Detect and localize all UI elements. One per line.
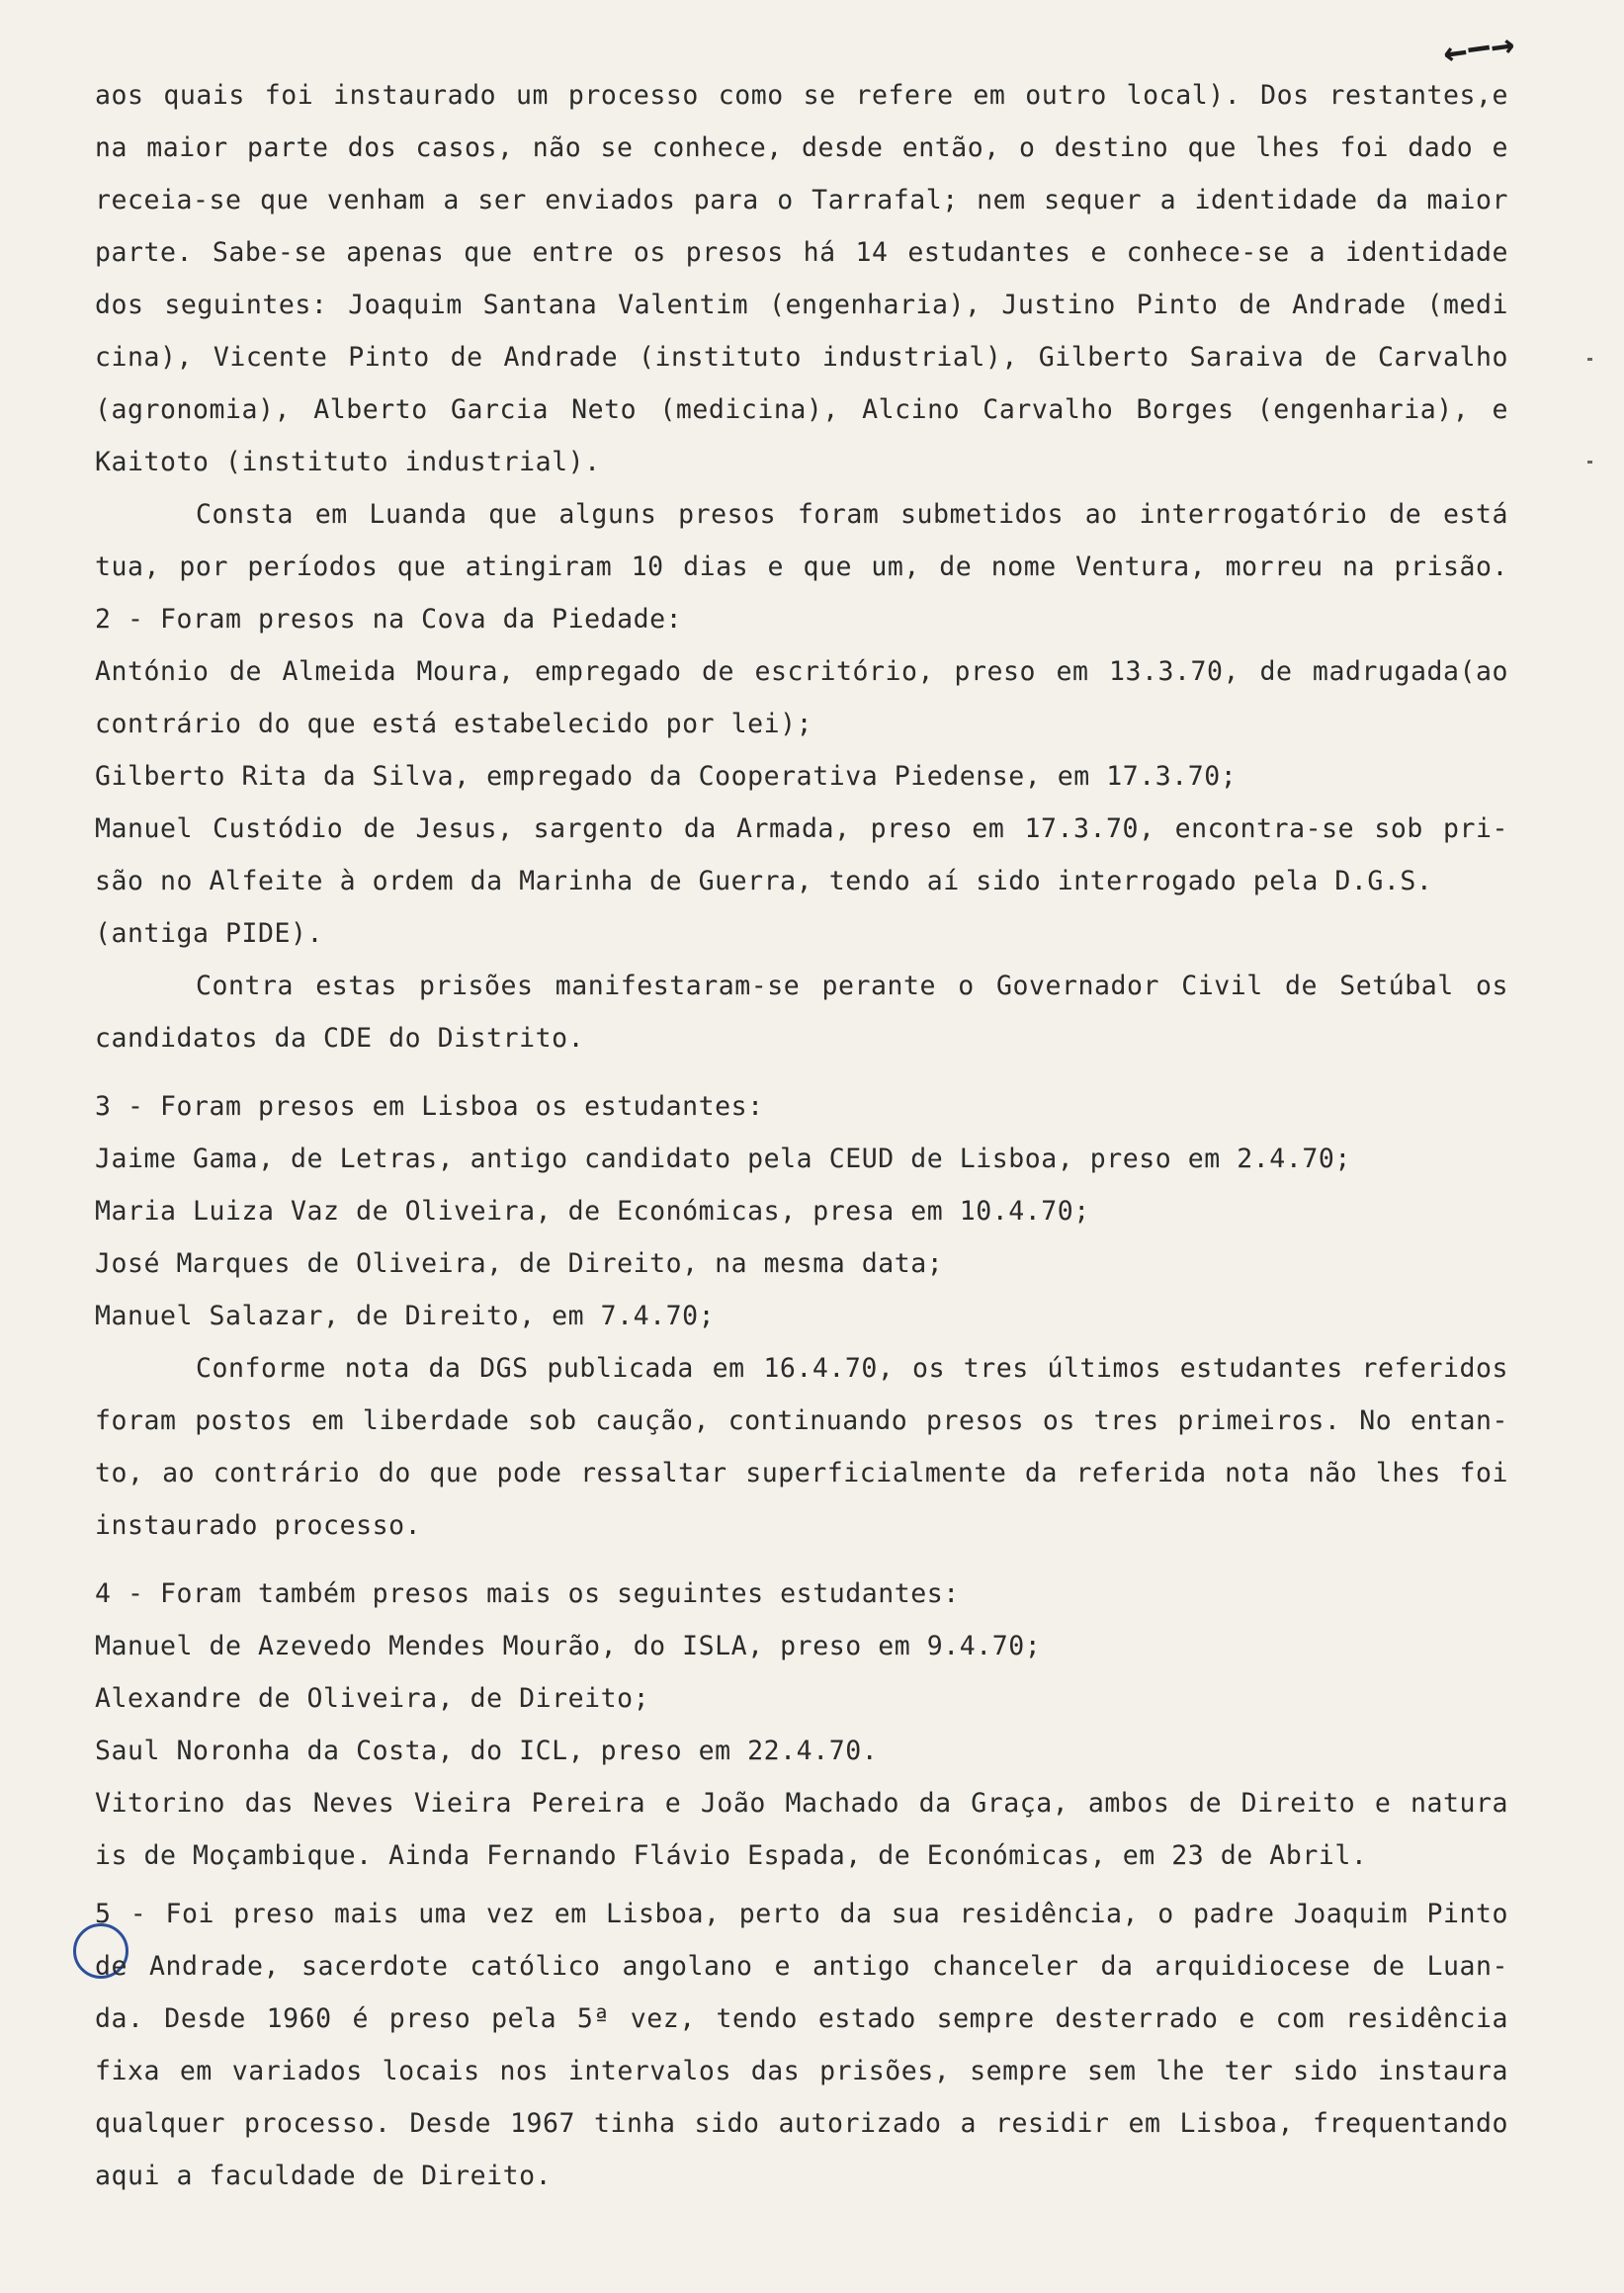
text-line xyxy=(95,1888,1508,1940)
text-line: receia-se que venham a ser enviados para o Tarrafal; nem sequer a identidade da maior xyxy=(95,185,1508,215)
text-line: Manuel Custódio de Jesus, sargento da Armada, preso em 17.3.70, encontra-se sob pri- xyxy=(95,813,1508,844)
text-line: candidatos da CDE do Distrito. xyxy=(95,1023,585,1054)
text-line: fixa em variados locais nos intervalos das prisões, sempre sem lhe ter sido instaura xyxy=(95,2056,1508,2086)
section-heading: 3 - Foram presos em Lisboa os estudantes: xyxy=(95,1091,764,1122)
text-line: tua, por períodos que atingiram 10 dias e que um, de nome Ventura, morreu na prisão. xyxy=(95,552,1508,582)
text-line: dos seguintes: Joaquim Santana Valentim (engenharia), Justino Pinto de Andrade (medi xyxy=(95,290,1508,320)
text-line: Jaime Gama, de Letras, antigo candidato pela CEUD de Lisboa, preso em 2.4.70; xyxy=(95,1144,1351,1174)
text-line: (antiga PIDE). xyxy=(95,918,324,949)
text-line: aqui a faculdade de Direito. xyxy=(95,2161,553,2191)
section-4 xyxy=(95,1568,1508,1882)
section-2 xyxy=(95,593,1508,1064)
text-line: José Marques de Oliveira, de Direito, na mesma data; xyxy=(95,1248,944,1279)
text-line: instaurado processo. xyxy=(95,1510,422,1541)
text-line: na maior parte dos casos, não se conhece, desde então, o destino que lhes foi dado e xyxy=(95,132,1508,163)
text-line: foram postos em liberdade sob caução, continuando presos os tres primeiros. No entan- xyxy=(95,1405,1508,1436)
document-body xyxy=(95,69,1508,2202)
text-line: Manuel Salazar, de Direito, em 7.4.70; xyxy=(95,1301,716,1331)
text-line: Vitorino das Neves Vieira Pereira e João Machado da Graça, ambos de Direito e natura xyxy=(95,1788,1508,1819)
text-line: qualquer processo. Desde 1967 tinha sido autorizado a residir em Lisboa, frequentando xyxy=(95,2108,1508,2139)
section-1-tail xyxy=(95,69,1508,488)
text-line: Manuel de Azevedo Mendes Mourão, do ISLA, preso em 9.4.70; xyxy=(95,1631,1042,1661)
section-number: 5 xyxy=(95,1899,112,1929)
text-line: contrário do que está estabelecido por lei); xyxy=(95,709,813,739)
text-line: Consta em Luanda que alguns presos foram submetidos ao interrogatório de está xyxy=(196,499,1508,530)
corner-handwritten-mark: ←−→ xyxy=(1440,21,1518,76)
text-line: de Andrade, sacerdote católico angolano e antigo chanceler da arquidiocese de Luan- xyxy=(95,1951,1508,1982)
section-heading: 2 - Foram presos na Cova da Piedade: xyxy=(95,604,683,635)
text-line: Saul Noronha da Costa, do ICL, preso em 22.4.70. xyxy=(95,1736,879,1766)
text-line: (agronomia), Alberto Garcia Neto (medicina), Alcino Carvalho Borges (engenharia), e xyxy=(95,394,1508,425)
margin-mark xyxy=(1587,358,1592,361)
text-line: Contra estas prisões manifestaram-se perante o Governador Civil de Setúbal os xyxy=(196,971,1508,1001)
section-heading: 4 - Foram também presos mais os seguintes estudantes: xyxy=(95,1578,960,1609)
text-line: aos quais foi instaurado um processo como se refere em outro local). Dos restantes,e xyxy=(95,80,1508,111)
text-line: Conforme nota da DGS publicada em 16.4.70, os tres últimos estudantes referidos xyxy=(196,1353,1508,1384)
text-line: Alexandre de Oliveira, de Direito; xyxy=(95,1683,650,1714)
text-span: - Foi preso mais uma vez em Lisboa, perto da sua residência, o padre Joaquim Pinto xyxy=(129,1899,1508,1929)
text-line: António de Almeida Moura, empregado de escritório, preso em 13.3.70, de madrugada(ao xyxy=(95,656,1508,687)
text-line: Gilberto Rita da Silva, empregado da Cooperativa Piedense, em 17.3.70; xyxy=(95,761,1238,792)
luanda-paragraph xyxy=(95,488,1508,593)
text-line: Kaitoto (instituto industrial). xyxy=(95,447,601,477)
text-line: is de Moçambique. Ainda Fernando Flávio Espada, de Económicas, em 23 de Abril. xyxy=(95,1840,1368,1871)
text-line: Maria Luiza Vaz de Oliveira, de Económicas, presa em 10.4.70; xyxy=(95,1196,1090,1227)
text-line: parte. Sabe-se apenas que entre os presos há 14 estudantes e conhece-se a identidade xyxy=(95,237,1508,268)
text-line: cina), Vicente Pinto de Andrade (instituto industrial), Gilberto Saraiva de Carvalho xyxy=(95,342,1508,373)
text-line: to, ao contrário do que pode ressaltar superficialmente da referida nota não lhes foi xyxy=(95,1458,1508,1488)
text-line: da. Desde 1960 é preso pela 5ª vez, tendo estado sempre desterrado e com residência xyxy=(95,2003,1508,2034)
text-line: são no Alfeite à ordem da Marinha de Guerra, tendo aí sido interrogado pela D.G.S. xyxy=(95,866,1433,896)
section-3 xyxy=(95,1080,1508,1552)
section-5 xyxy=(95,1888,1508,2202)
margin-mark xyxy=(1587,461,1592,464)
